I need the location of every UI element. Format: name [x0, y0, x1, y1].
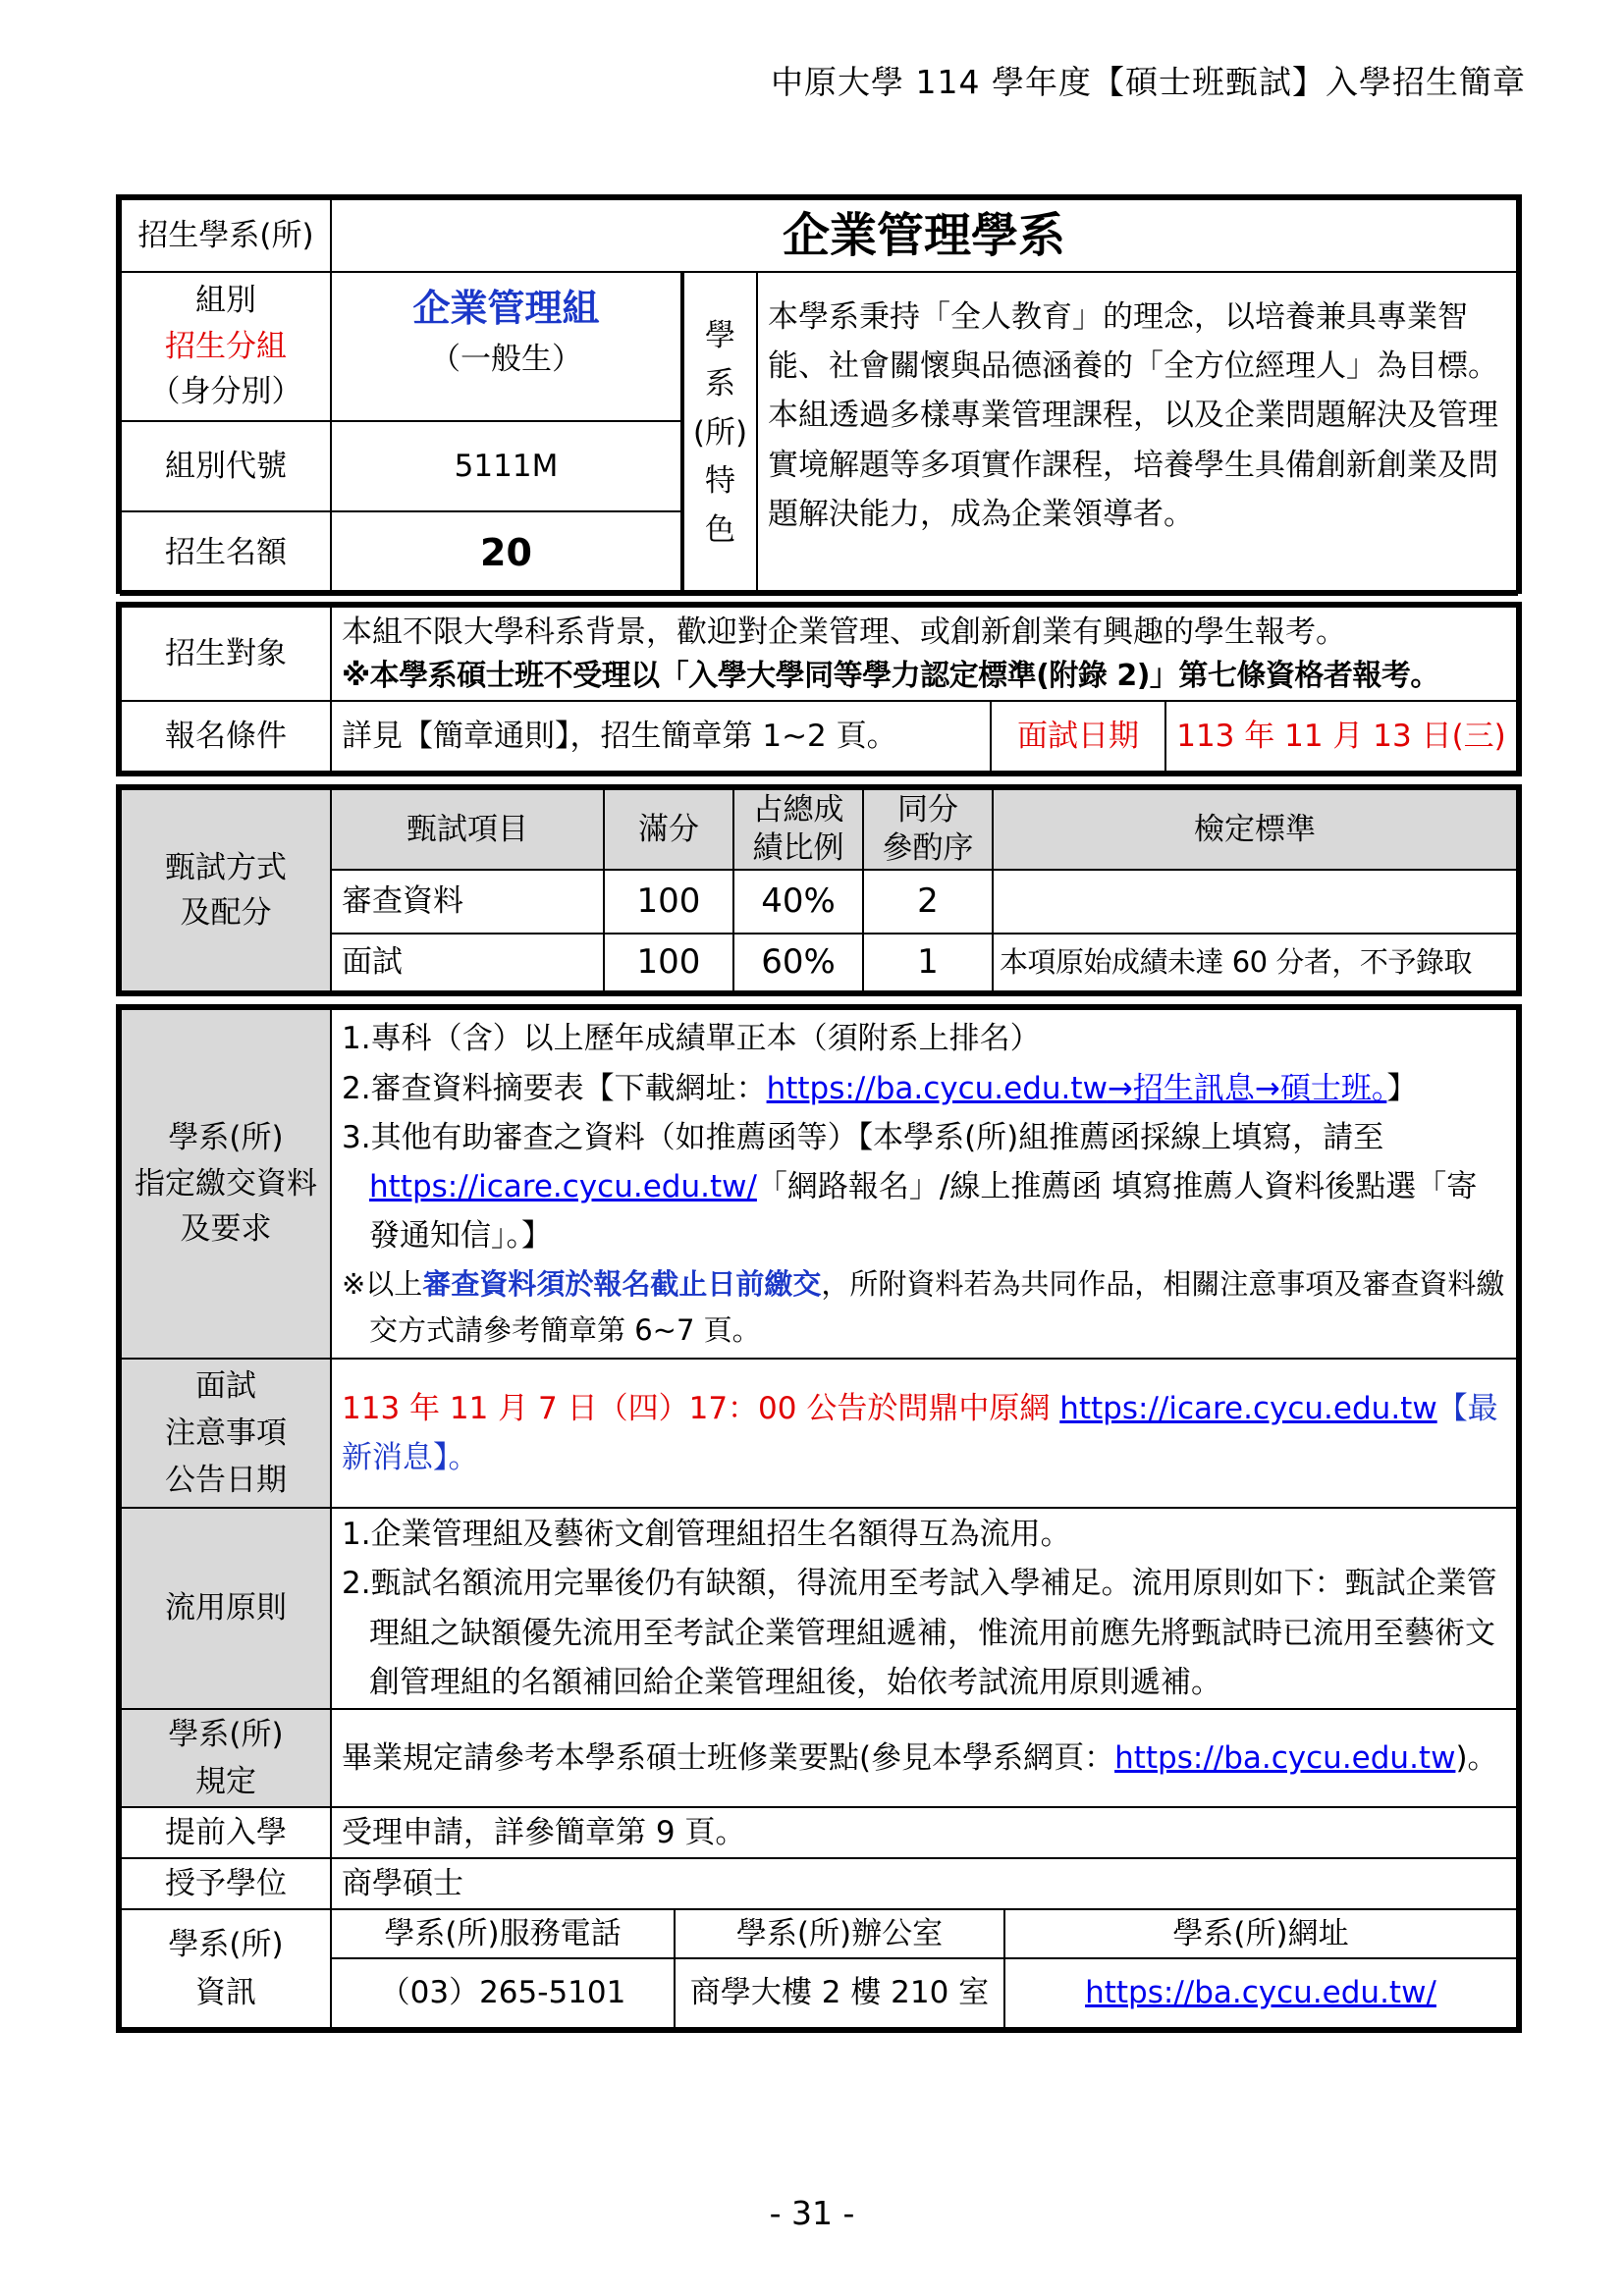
target-text: 本組不限大學科系背景，歡迎對企業管理、或創新創業有興趣的學生報考。 ※本學系碩士班不受理以「入學大學同等學力認定標準(附錄 2)」第七條資格者報考。	[331, 607, 1517, 701]
phone-value: （03）265-5101	[331, 1958, 675, 2028]
exam-section	[116, 784, 1522, 996]
exam-header-ratio: 占總成 績比例	[733, 789, 863, 870]
conditions-text: 詳見【簡章通則】，招生簡章第 1~2 頁。	[331, 701, 991, 772]
rules-link[interactable]: https://ba.cycu.edu.tw	[1114, 1739, 1456, 1776]
ba-link[interactable]: https://ba.cycu.edu.tw	[766, 1070, 1108, 1106]
icare-news-link[interactable]: https://icare.cycu.edu.tw	[1059, 1390, 1437, 1426]
rules-content: 畢業規定請參考本學系碩士班修業要點(參見本學系網頁：https://ba.cycu.edu.tw)。	[331, 1709, 1517, 1807]
exam-header-item: 甄試項目	[331, 789, 604, 870]
notice-content: 113 年 11 月 7 日（四）17：00 公告於問鼎中原網 https://icare.cycu.edu.tw【最新消息】。	[331, 1359, 1517, 1508]
exam-ratio: 60%	[733, 934, 863, 991]
office-value: 商學大樓 2 樓 210 室	[675, 1958, 1004, 2028]
exam-item: 面試	[331, 934, 604, 991]
icare-link[interactable]: https://icare.cycu.edu.tw/	[369, 1169, 757, 1205]
dept-name: 企業管理學系	[331, 199, 1517, 272]
dept-url-link[interactable]: https://ba.cycu.edu.tw/	[1085, 1975, 1436, 2011]
degree-label: 授予學位	[121, 1858, 331, 1909]
conditions-label: 報名條件	[121, 701, 331, 772]
exam-item: 審查資料	[331, 870, 604, 934]
early-label: 提前入學	[121, 1807, 331, 1858]
info-label: 學系(所) 資訊	[121, 1909, 331, 2028]
flow-item-1: 1.企業管理組及藝術文創管理組招生名額得互為流用。	[342, 1517, 1071, 1553]
office-label: 學系(所)辦公室	[675, 1909, 1004, 1958]
early-text: 受理申請，詳參簡章第 9 頁。	[331, 1807, 1517, 1858]
quota-label: 招生名額	[121, 511, 331, 595]
group-name-cell	[331, 272, 682, 421]
docs-content	[331, 1009, 1517, 1359]
exam-standard	[993, 870, 1517, 934]
target-warning: ※本學系碩士班不受理以「入學大學同等學力認定標準(附錄 2)」第七條資格者報考。	[342, 658, 1439, 693]
interview-date-label: 面試日期	[991, 701, 1165, 772]
notice-label: 面試 注意事項 公告日期	[121, 1359, 331, 1508]
exam-ratio: 40%	[733, 870, 863, 934]
quota-value: 20	[331, 511, 682, 595]
target-label: 招生對象	[121, 607, 331, 701]
exam-tie: 2	[863, 870, 993, 934]
flow-label: 流用原則	[121, 1508, 331, 1709]
exam-header-standard: 檢定標準	[993, 789, 1517, 870]
flow-content	[331, 1508, 1517, 1709]
exam-standard: 本項原始成績未達 60 分者，不予錄取	[993, 934, 1517, 991]
table-row	[121, 870, 1517, 934]
group-label: 組別 招生分組 （身分別）	[121, 272, 331, 421]
page-header: 中原大學 114 學年度【碩士班甄試】入學招生簡章	[771, 63, 1526, 101]
page-number: - 31 -	[769, 2194, 855, 2232]
interview-date: 113 年 11 月 13 日(三)	[1165, 701, 1517, 772]
docs-label: 學系(所) 指定繳交資料 及要求	[121, 1009, 331, 1359]
exam-header-tie: 同分 參酌序	[863, 789, 993, 870]
department-overview	[116, 194, 1522, 594]
exam-label: 甄試方式 及配分	[121, 789, 331, 991]
details-section	[116, 1004, 1522, 2033]
url-label: 學系(所)網址	[1004, 1909, 1517, 1958]
group-identity: （一般生）	[430, 342, 582, 377]
docs-item-3: 3.其他有助審查之資料（如推薦函等）【本學系(所)組推薦函採線上填寫，請至https://icare.cycu.edu.tw/「網路報名」/線上推薦函 填寫推薦人資料後點選「寄發通知信」。】	[342, 1119, 1478, 1255]
exam-full: 100	[604, 934, 733, 991]
dept-label: 招生學系(所)	[121, 199, 331, 272]
target-section	[116, 602, 1522, 776]
group-name: 企業管理組	[412, 287, 600, 330]
docs-note: ※以上審查資料須於報名截止日前繳交，所附資料若為共同作品，相關注意事項及審查資料繳交方式請參考簡章第 6~7 頁。	[342, 1266, 1505, 1347]
degree-text: 商學碩士	[331, 1858, 1517, 1909]
docs-item-2: 2.審查資料摘要表【下載網址：https://ba.cycu.edu.tw→招生訊息→碩士班。】	[342, 1070, 1418, 1106]
notice-date: 113 年 11 月 7 日（四）17：00 公告於問鼎中原網	[342, 1390, 1060, 1426]
phone-label: 學系(所)服務電話	[331, 1909, 675, 1958]
code-value: 5111M	[331, 421, 682, 511]
code-label: 組別代號	[121, 421, 331, 511]
docs-item-1: 1.專科（含）以上歷年成績單正本（須附系上排名）	[342, 1021, 1041, 1057]
feature-text: 本學系秉持「全人教育」的理念，以培養兼具專業智能、社會關懷與品德涵養的「全方位經理人」為目標。本組透過多樣專業管理課程，以及企業問題解決及管理實境解題等多項實作課程，培養學生具備創新創業及問題解決能力，成為企業領導者。	[757, 272, 1517, 595]
exam-full: 100	[604, 870, 733, 934]
table-row	[121, 934, 1517, 991]
exam-tie: 1	[863, 934, 993, 991]
flow-item-2: 2.甄試名額流用完畢後仍有缺額，得流用至考試入學補足。流用原則如下：甄試企業管理組之缺額優先流用至考試企業管理組遞補，惟流用前應先將甄試時已流用至藝術文創管理組的名額補回給企業管理組後，始依考試流用原則遞補。	[342, 1566, 1497, 1700]
feature-label: 學 系 (所) 特 色	[682, 272, 757, 595]
exam-header-full: 滿分	[604, 789, 733, 870]
rules-label: 學系(所) 規定	[121, 1709, 331, 1807]
